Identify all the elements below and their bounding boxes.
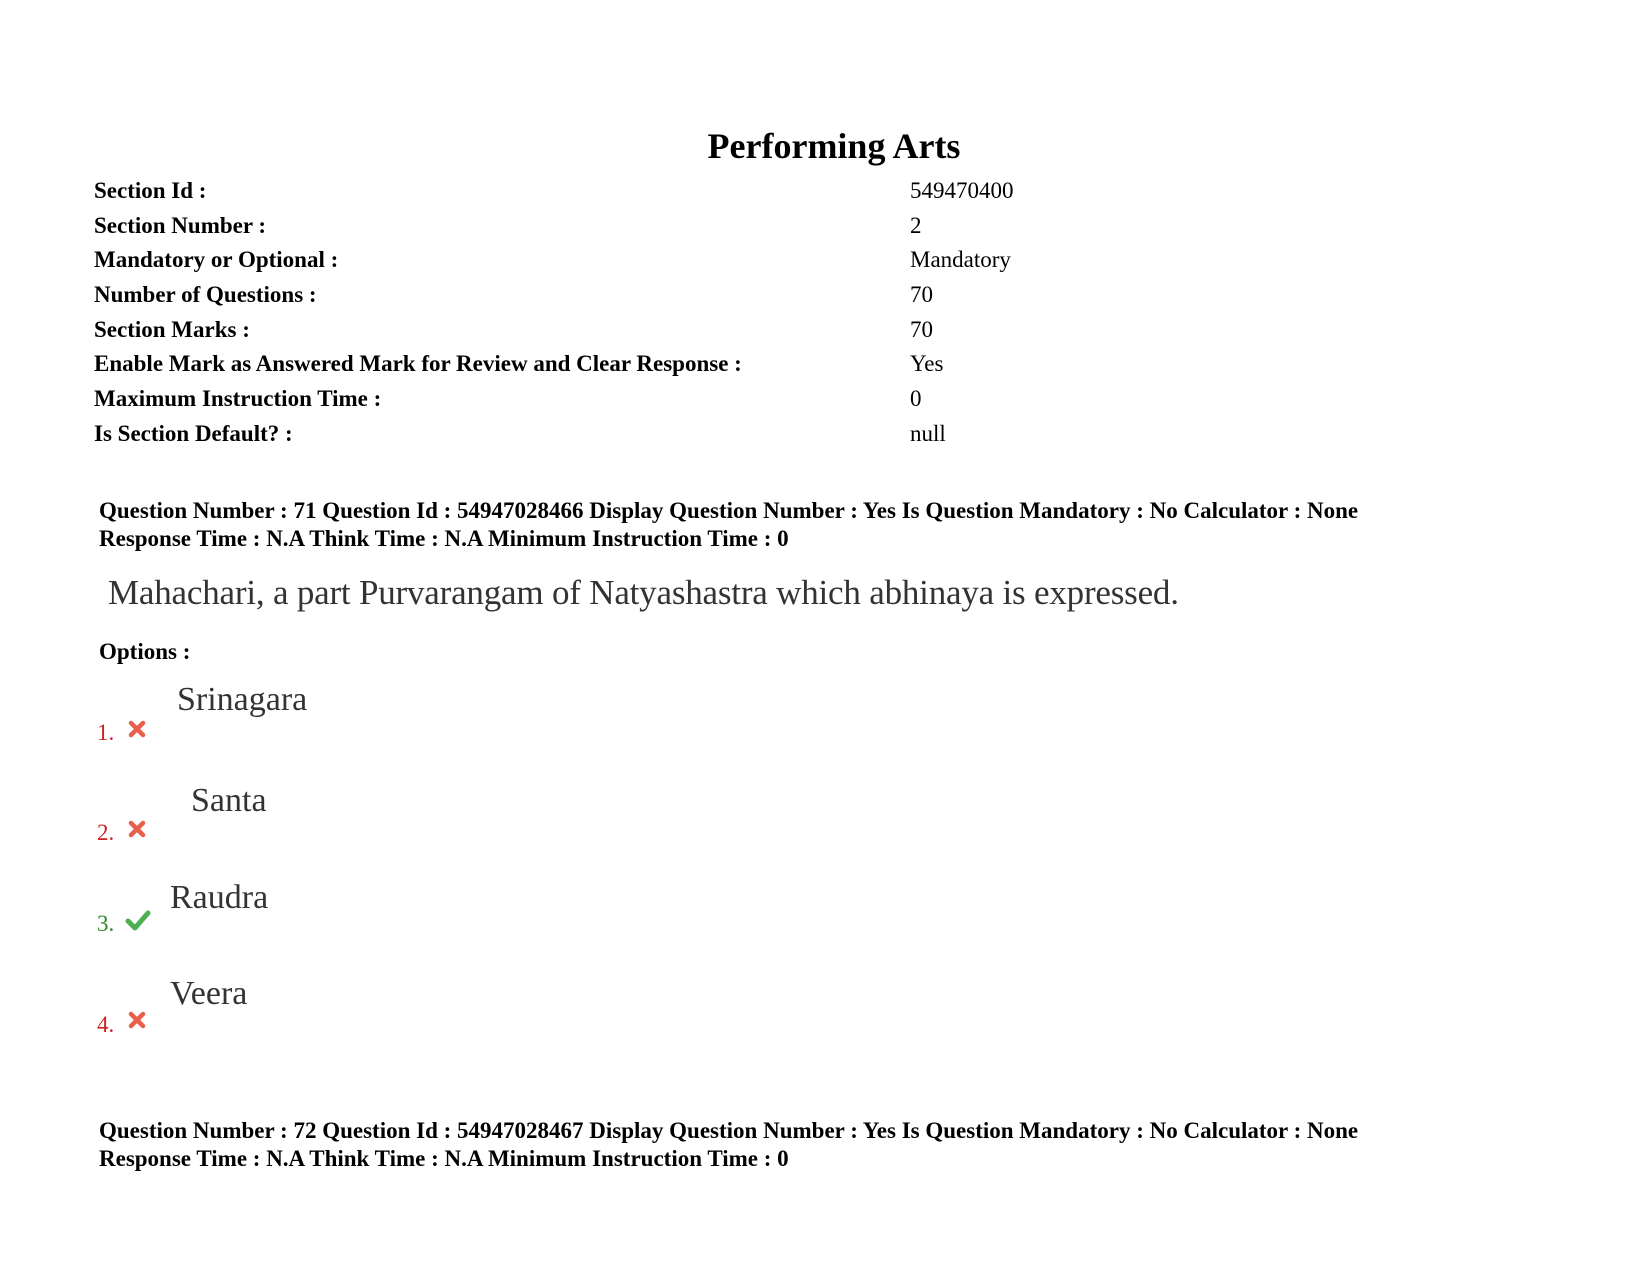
section-marks-label: Section Marks : <box>94 316 250 342</box>
question-71-header-line2: Response Time : N.A Think Time : N.A Minimum Instruction Time : 0 <box>99 526 789 551</box>
check-icon <box>125 908 151 932</box>
option-1-text: Srinagara <box>177 681 308 718</box>
number-of-questions-value: 70 <box>910 282 933 308</box>
question-72-header-line1: Question Number : 72 Question Id : 54947028467 Display Question Number : Yes Is Question Mandatory : No Calculator : None <box>99 1118 1359 1143</box>
cross-icon <box>126 818 148 840</box>
section-default-row <box>94 419 1094 454</box>
question-71-text: Mahachari, a part Purvarangam of Natyashastra which abhinaya is expressed. <box>108 573 1179 612</box>
section-default-value: null <box>910 420 946 446</box>
max-instruction-time-row <box>94 384 1094 419</box>
section-default-label: Is Section Default? : <box>94 420 293 446</box>
enable-mark-row <box>94 349 1094 384</box>
option-1-number: 1. <box>97 720 115 745</box>
question-71-header <box>99 497 1358 553</box>
option-2-text: Santa <box>191 782 267 819</box>
section-marks-value: 70 <box>910 316 933 342</box>
section-id-row <box>94 176 1094 211</box>
max-instruction-time-label: Maximum Instruction Time : <box>94 386 382 412</box>
question-72-header <box>99 1117 1358 1173</box>
option-2-number: 2. <box>97 820 115 845</box>
cross-icon <box>126 718 148 740</box>
number-of-questions-row <box>94 280 1094 315</box>
option-4-number: 4. <box>97 1012 115 1037</box>
number-of-questions-label: Number of Questions : <box>94 282 317 308</box>
question-72-header-line2: Response Time : N.A Think Time : N.A Minimum Instruction Time : 0 <box>99 1146 789 1171</box>
section-id-label: Section Id : <box>94 178 207 203</box>
enable-mark-value: Yes <box>910 351 944 377</box>
section-marks-row <box>94 315 1094 350</box>
option-3-text: Raudra <box>170 879 269 916</box>
max-instruction-time-value: 0 <box>910 386 922 412</box>
enable-mark-label: Enable Mark as Answered Mark for Review and Clear Response : <box>94 351 742 377</box>
mandatory-value: Mandatory <box>910 247 1011 273</box>
mandatory-label: Mandatory or Optional : <box>94 247 339 273</box>
option-3-number: 3. <box>97 911 115 936</box>
section-info-table <box>94 176 1094 454</box>
mandatory-row <box>94 245 1094 280</box>
question-71-header-line1: Question Number : 71 Question Id : 54947028466 Display Question Number : Yes Is Question Mandatory : No Calculator : None <box>99 498 1359 523</box>
section-number-value: 2 <box>910 212 922 238</box>
section-number-label: Section Number : <box>94 212 267 238</box>
options-label: Options : <box>99 639 191 664</box>
option-4-text: Veera <box>170 975 248 1012</box>
page-title: Performing Arts <box>707 126 961 166</box>
section-number-row <box>94 211 1094 246</box>
cross-icon <box>126 1009 148 1031</box>
section-id-value: 549470400 <box>910 178 1014 203</box>
